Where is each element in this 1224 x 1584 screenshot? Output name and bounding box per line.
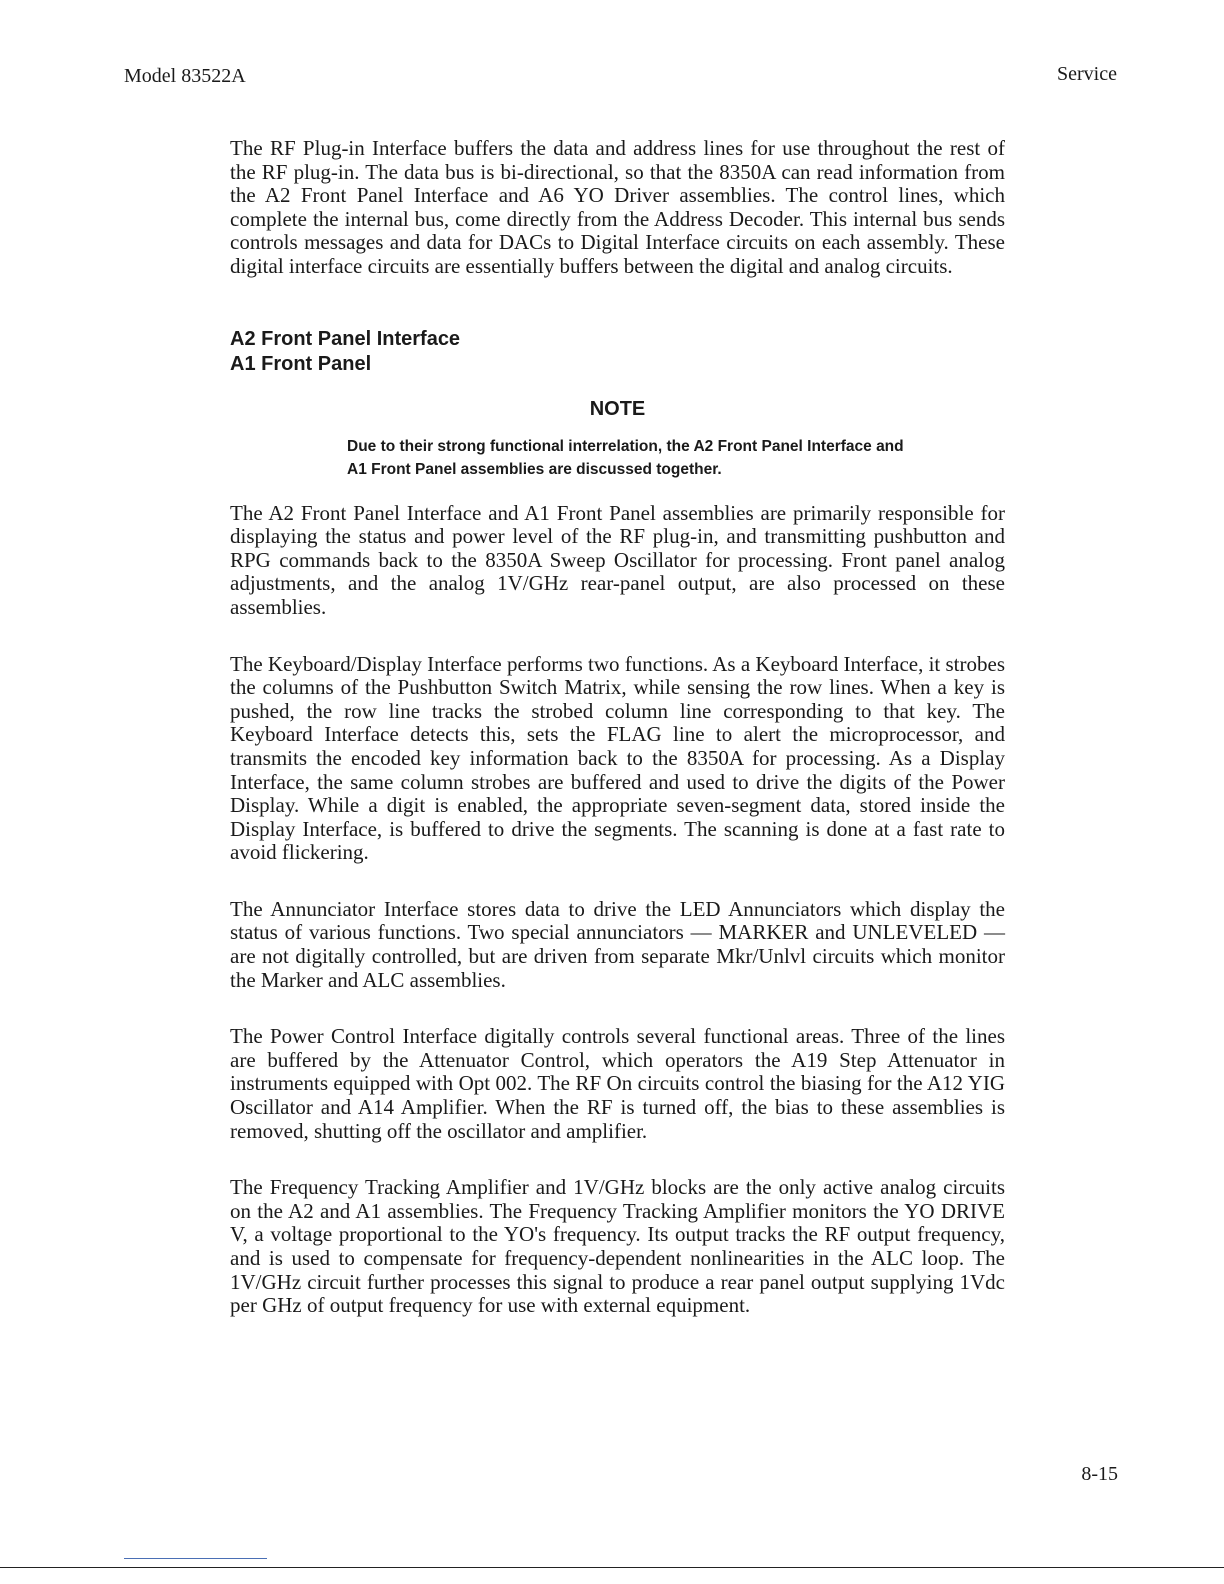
- note-body: Due to their strong functional interrelation, the A2 Front Panel Interface and A1 Front Panel assemblies are discussed together.: [347, 437, 904, 479]
- page-content: [230, 137, 1005, 1318]
- header-model: Model 83522A: [124, 65, 246, 87]
- paragraph-power-control: The Power Control Interface digitally controls several functional areas. Three of the lines are buffered by the Attenuator Control, which operators the A19 Step Attenuator in instruments equipped with Opt 002. The RF On circuits control the biasing for the A12 YIG Oscillator and A14 Amplifier. When the RF is turned off, the bias to these assemblies is removed, shutting off the oscillator and amplifier.: [230, 1024, 1005, 1143]
- paragraph-keyboard-display: The Keyboard/Display Interface performs two functions. As a Keyboard Interface, it strobes the columns of the Pushbutton Switch Matrix, while sensing the row lines. When a key is pushed, the row line tracks the strobed column line corresponding to that key. The Keyboard Interface detects this, sets the FLAG line to alert the microprocessor, and transmits the encoded key information back to the 8350A for processing. As a Display Interface, the same column strobes are buffered and used to drive the digits of the Power Display. While a digit is enabled, the appropriate seven-segment data, stored inside the Display Interface, is buffered to drive the segments. The scanning is done at a fast rate to avoid flickering.: [230, 651, 1005, 865]
- footer-accent-rule: [124, 1558, 267, 1559]
- paragraph-rf-interface: The RF Plug-in Interface buffers the data and address lines for use throughout the rest of the RF plug-in. The data bus is bi-directional, so that the 8350A can read information from the A2 Front Panel Interface and A6 YO Driver assemblies. The control lines, which complete the internal bus, come directly from the Address Decoder. This internal bus sends controls messages and data for DACs to Digital Interface circuits on each assembly. These digital interface circuits are essentially buffers between the digital and analog circuits.: [230, 136, 1005, 278]
- footer-rule: [0, 1567, 1224, 1568]
- note-title: NOTE: [589, 397, 646, 420]
- note-box: [230, 397, 1005, 482]
- heading-line-2: A1 Front Panel: [230, 352, 372, 375]
- paragraph-frequency-tracking: The Frequency Tracking Amplifier and 1V/GHz blocks are the only active analog circuits on the A2 and A1 assemblies. The Frequency Tracking Amplifier monitors the YO DRIVE V, a voltage proportional to the YO's frequency. Its output tracks the RF output frequency, and is used to compensate for frequency-dependent nonlinearities in the ALC loop. The 1V/GHz circuit further processes this signal to produce a rear panel output supplying 1Vdc per GHz of output frequency for use with external equipment.: [230, 1175, 1005, 1318]
- section-heading: [230, 327, 1005, 377]
- heading-line-1: A2 Front Panel Interface: [230, 327, 461, 350]
- page-number: 8-15: [1081, 1463, 1118, 1485]
- paragraph-front-panel-overview: The A2 Front Panel Interface and A1 Front Panel assemblies are primarily responsible for displaying the status and power level of the RF plug-in, and transmitting pushbutton and RPG commands back to the 8350A Sweep Oscillator for processing. Front panel analog adjustments, and the analog 1V/GHz rear-panel output, are also processed on these assemblies.: [230, 500, 1005, 619]
- header-section: Service: [1057, 63, 1117, 85]
- paragraph-annunciator: The Annunciator Interface stores data to drive the LED Annunciators which display the status of various functions. Two special annunciators — MARKER and UNLEVELED — are not digitally controlled, but are driven from separate Mkr/Unlvl circuits which monitor the Marker and ALC assemblies.: [230, 896, 1005, 992]
